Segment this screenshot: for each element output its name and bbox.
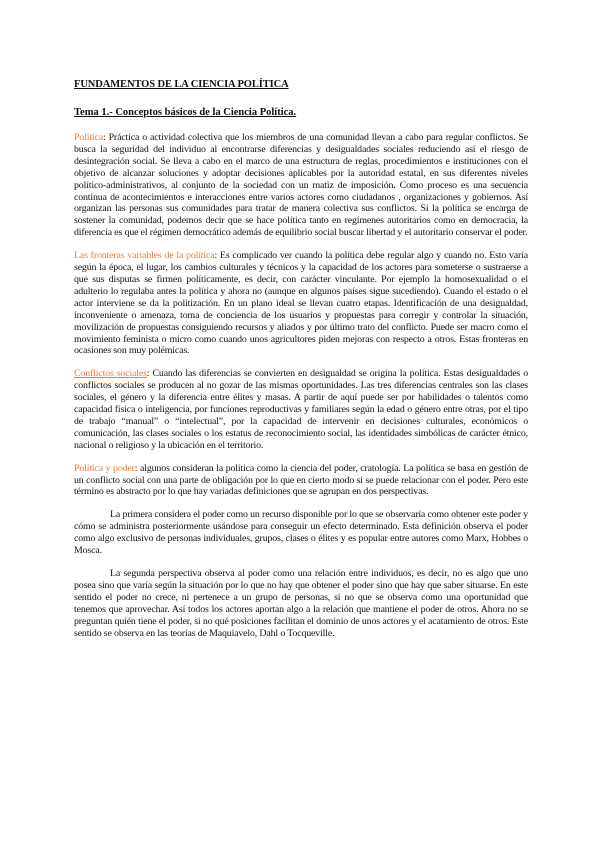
paragraph-fronteras	[74, 250, 528, 357]
term-poder: Política y poder	[74, 462, 135, 474]
paragraph-politica	[74, 132, 528, 239]
paragraph-poder	[74, 463, 528, 499]
section-title: Tema 1.- Conceptos básicos de la Ciencia Política.	[74, 107, 297, 118]
term-conflictos: Conflictos sociales	[74, 368, 147, 380]
term-politica: Política	[74, 132, 103, 143]
paragraph-text: : Cuando las diferencias se convierten en desigualdad se origina la política. Estas desigualdades o conflictos sociales se producen al no gozar de las mismas oportunidades. Las tres diferencias centrales son las clases sociales, el género y la diferencia entre élites y masas. A partir de aquí puede ser por habilidades o talentos como capacidad física o inteligencia, por funciones reproductivas y familiares según la edad o género entre otras, por el tipo de trabajo “manual” o “intelectual”, por la capacidad de intervenir en decisiones culturales, económicos o comunicación, las clases sociales o los estatus de reconocimiento social, las identidades simbólicas de carácter étnico, nacional o religioso y la ubicación en el territorio.	[74, 368, 528, 451]
term-fronteras: Las fronteras variables de la política	[74, 250, 215, 262]
paragraph-text: : Es complicado ver cuando la política debe regular algo y cuando no. Esto varía según la época, el lugar, los cambios culturales y técnicos y la capacidad de los actores para someterse o sustraerse a que sus disputas se firmen políticamente, es decir, con carácter vinculante. Por ejemplo la homosexualidad o el adulterio lo regulaba antes la política y ahora no (aunque en algunos países sigue sucediendo). Cuando el estado o el actor interviene se da la politización. En un plano ideal se llevan cuatro etapas. Identificación de una desigualdad, inconveniente o amenaza, toma de conciencia de los usuarios y propuestas para corregir y controlar la situación, movilización de propuestas consiguiendo recursos y aliados y por último trato del conflicto. Puede ser macro como el movimiento feminista o micro como cuando unos agricultores piden mejoras con respecto a otros. Estas fronteras en ocasiones son muy polémicas.	[74, 250, 529, 357]
paragraph-primera: La primera considera el poder como un recurso disponible por lo que se observaría como obtener este poder y cómo se administra posteriormente usándose para conseguir un efecto determinado. Esta definición observa el poder como algo exclusivo de personas individuales, grupos, clases o élites y es popular entre autores como Marx, Hobbes o Mosca.	[74, 509, 528, 557]
paragraph-segunda: La segunda perspectiva observa al poder como una relación entre individuos, es decir, no es algo que uno posea sino que varía según la situación por lo que no hay que obtener el poder sino que hay que saber situarse. En este sentido el poder no crece, ni pertenece a un grupo de personas, si no que se observa como una oportunidad que tenemos que aprovechar. Así todos los actores aportan algo a la relación que mantiene el poder de otros. Ahora no se preguntan quién tiene el poder, si no qué posiciones facilitan el dominio de unos actores y el acatamiento de otros. Este sentido se observa en las teorías de Maquiavelo, Dahl o Tocqueville.	[74, 568, 528, 639]
paragraph-conflictos	[74, 368, 528, 451]
paragraph-text: : algunos consideran la política como la ciencia del poder, cratología. La política se basa en gestión de un conflicto social con una parte de obligación por lo que en cierto modo si se puede relacionar con el poder. Pero este término es abstracto por lo que hay variadas definiciones que se agrupan en dos perspectivas.	[74, 462, 528, 498]
document-title: FUNDAMENTOS DE LA CIENCIA POLÍTICA	[74, 79, 289, 90]
paragraph-text: : Práctica o actividad colectiva que los miembros de una comunidad llevan a cabo para regular conflictos. Se busca la seguridad del individuo al encontrarse diferencias y desigualdades sociales reduciendo así el riesgo de desintegración social. Se lleva a cabo en el marco de una estructura de reglas, procedimientos e instituciones con el objetivo de alcanzar soluciones y adoptar decisiones aplicables por la autoridad estatal, en sus diferentes niveles político-administrativos, al conjunto de la sociedad con un matiz de imposición. Como proceso es una secuencia continua de acontecimientos e interacciones entre varios actores como ciudadanos , organizaciones y gobiernos. Así organizan las personas sus comunidades para tratar de manera colectiva sus conflictos. Si la política se encarga de sostener la comunidad, podemos decir que se hace política tanto en regímenes autoritarios como en democracia, la diferencia es que el régimen democrático además de equilibrio social buscar libertad y el autoritario conservar el poder.	[74, 132, 528, 239]
